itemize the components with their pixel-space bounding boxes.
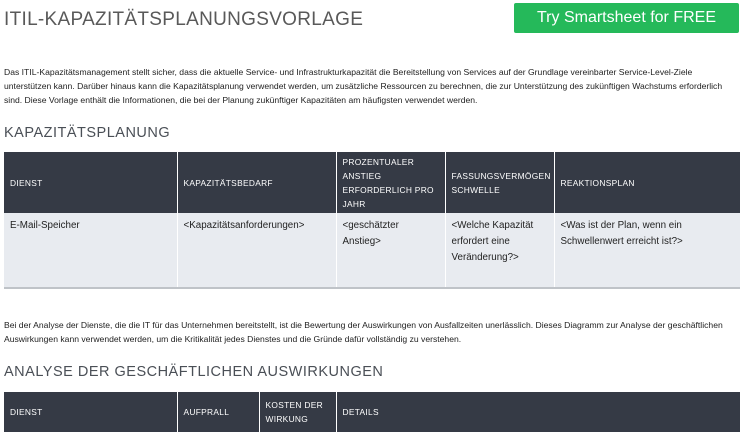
col-header-aufprall: AUFPRALL xyxy=(177,392,259,432)
col-header-details: DETAILS xyxy=(336,392,740,432)
capacity-section-title: KAPAZITÄTSPLANUNG xyxy=(4,125,171,141)
intro-paragraph: Das ITIL-Kapazitätsmanagement stellt sicher, dass die aktuelle Service- und Infrastrukturkapazität die Bereitstellung von Services auf der Grundlage vereinbarter Service-Level-Ziele unterstützen kann. Darüber hinaus kann die Kapazitätsplanung verwendet werden, um zusätzliche Ressourcen zu berechnen, die zur Unterstützung des zukünftigen Wachstums erforderlich sind. Diese Vorlage enthält die Informationen, die bei der Planung zukünftiger Kapazitäten am häufigsten verwendet werden. xyxy=(4,67,723,105)
col-header-schwelle: FASSUNGSVERMÖGEN SCHWELLE xyxy=(445,152,554,213)
capacity-header-row xyxy=(4,152,740,213)
cell-reaktionsplan[interactable]: <Was ist der Plan, wenn ein Schwellenwert erreicht ist?> xyxy=(554,213,740,288)
col-header-kosten: KOSTEN DER WIRKUNG xyxy=(259,392,336,432)
col-header-anstieg: PROZENTUALER ANSTIEG ERFORDERLICH PRO JAHR xyxy=(336,152,445,213)
impact-header-row xyxy=(4,392,740,432)
capacity-table xyxy=(4,152,740,289)
cell-kapazitaetsbedarf[interactable]: <Kapazitätsanforderungen> xyxy=(177,213,336,288)
col-header-reaktionsplan: REAKTIONSPLAN xyxy=(554,152,740,213)
cell-anstieg[interactable]: <geschätzter Anstieg> xyxy=(336,213,445,288)
impact-section-title: ANALYSE DER GESCHÄFTLICHEN AUSWIRKUNGEN xyxy=(4,364,384,380)
col-header-dienst: DIENST xyxy=(4,152,177,213)
col-header-kapazitaetsbedarf: KAPAZITÄTSBEDARF xyxy=(177,152,336,213)
col-header-dienst: DIENST xyxy=(4,392,177,432)
table-row xyxy=(4,213,740,288)
cell-dienst[interactable]: E-Mail-Speicher xyxy=(4,213,177,288)
impact-table xyxy=(4,392,740,432)
try-smartsheet-button[interactable]: Try Smartsheet for FREE xyxy=(514,3,739,33)
page-title: ITIL-KAPAZITÄTSPLANUNGSVORLAGE xyxy=(4,9,364,30)
analysis-paragraph: Bei der Analyse der Dienste, die die IT für das Unternehmen bereitstellt, ist die Bewertung der Auswirkungen von Ausfallzeiten unerlässlich. Dieses Diagramm zur Analyse der geschäftlichen Auswirkungen kann verwendet werden, um die Kritikalität jedes Dienstes und die Gründe dafür vollständig zu verstehen. xyxy=(4,320,723,344)
cell-schwelle[interactable]: <Welche Kapazität erfordert eine Veränderung?> xyxy=(445,213,554,288)
